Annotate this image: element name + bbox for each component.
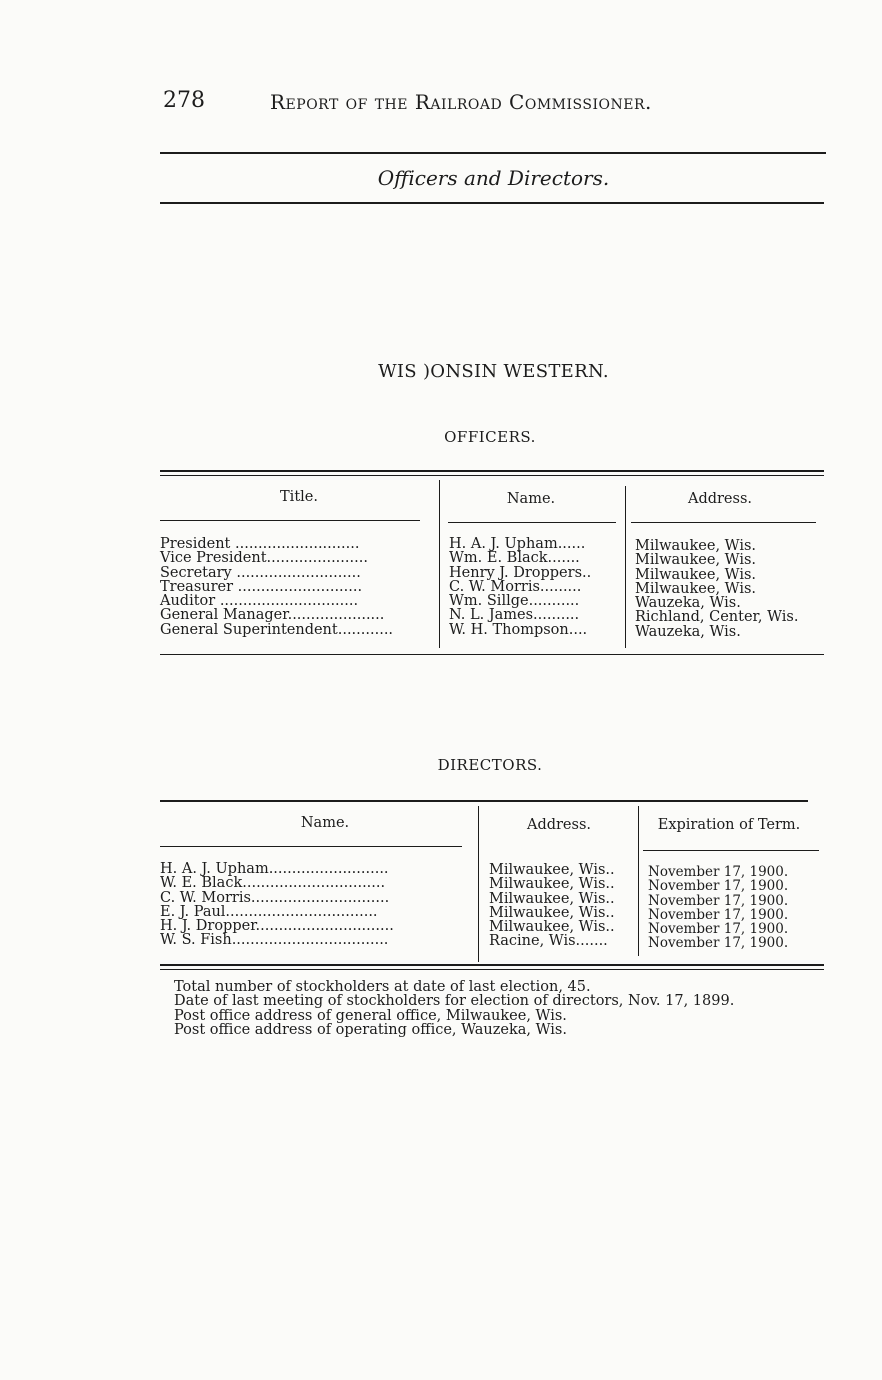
directors-heading: DIRECTORS.: [437, 756, 543, 774]
officers-col-address: Address.: [687, 491, 753, 507]
officers-bottom-rule: [160, 654, 824, 655]
directors-col-name: Name.: [300, 815, 350, 831]
table-row: W. H. Thompson....: [449, 621, 588, 638]
table-row: Racine, Wis.......: [489, 933, 608, 950]
officers-col-title: Title.: [280, 489, 318, 505]
footer-line: Post office address of general office, Milwaukee, Wis.: [174, 1007, 567, 1024]
company-name: WIS )ONSIN WESTERN.: [378, 361, 609, 382]
table-row: W. S. Fish..................................: [160, 932, 389, 949]
directors-col-address: Address.: [526, 817, 592, 833]
directors-address-column: [489, 863, 615, 949]
table-row: Wauzeka, Wis.: [635, 623, 741, 640]
directors-head-underline-1: [160, 846, 462, 847]
footer-line: Total number of stockholders at date of last election, 45.: [174, 979, 591, 995]
table-row: President ...........................: [160, 536, 360, 552]
table-row: Milwaukee, Wis.: [635, 538, 757, 554]
table-row: Milwaukee, Wis..: [489, 890, 615, 907]
table-row: Milwaukee, Wis.: [635, 552, 757, 569]
table-row: Auditor ..............................: [160, 593, 359, 610]
directors-bottom-rule-2: [160, 969, 824, 970]
table-row: Milwaukee, Wis..: [489, 876, 615, 893]
table-row: Secretary ...........................: [160, 564, 361, 581]
section-title: Officers and Directors.: [377, 166, 610, 190]
table-row: November 17, 1900.: [648, 935, 789, 952]
table-row: November 17, 1900.: [648, 864, 789, 880]
table-row: November 17, 1900.: [648, 906, 789, 923]
officers-name-column: [449, 537, 591, 637]
table-row: Milwaukee, Wis..: [489, 862, 615, 878]
table-row: General Manager.....................: [160, 607, 385, 624]
table-row: Henry J. Droppers..: [449, 564, 592, 581]
running-head: Report of the Railroad Commissioner.: [270, 90, 652, 114]
table-row: Milwaukee, Wis..: [489, 919, 615, 936]
table-row: Milwaukee, Wis..: [489, 904, 615, 921]
officers-heading: OFFICERS.: [444, 428, 536, 446]
table-row: Wm. Sillge...........: [449, 593, 580, 610]
footer-line: Date of last meeting of stockholders for election of directors, Nov. 17, 1899.: [174, 993, 735, 1010]
header-rule-bottom: [160, 202, 824, 204]
directors-head-underline-2: [643, 850, 819, 851]
table-row: Vice President......................: [160, 550, 368, 567]
footer-statements: [174, 980, 734, 1037]
table-row: C. W. Morris..............................: [160, 889, 390, 906]
officers-head-underline-3: [631, 522, 816, 523]
table-row: Milwaukee, Wis.: [635, 580, 757, 597]
table-row: Milwaukee, Wis.: [635, 566, 757, 583]
table-row: November 17, 1900.: [648, 921, 789, 938]
officers-top-rule-2: [160, 475, 824, 476]
table-row: Treasurer ...........................: [160, 578, 363, 595]
header-rule-top: [160, 152, 826, 154]
directors-term-column: [648, 865, 788, 951]
officers-head-underline-2: [448, 522, 616, 523]
directors-name-column: [160, 862, 394, 948]
officers-head-underline-1: [160, 520, 420, 521]
officers-top-rule: [160, 470, 824, 472]
directors-top-rule: [160, 800, 808, 802]
table-row: Richland, Center, Wis.: [635, 609, 799, 626]
table-row: Wm. E. Black.......: [449, 550, 580, 567]
table-row: H. A. J. Upham......: [449, 536, 586, 552]
officers-col-divider-1: [439, 480, 440, 648]
table-row: E. J. Paul.................................: [160, 903, 378, 920]
table-row: H. J. Dropper..............................: [160, 918, 394, 935]
directors-col-term: Expiration of Term.: [657, 817, 801, 833]
table-row: November 17, 1900.: [648, 878, 789, 895]
officers-address-column: [635, 539, 798, 639]
table-row: November 17, 1900.: [648, 892, 789, 909]
page-number: 278: [163, 88, 205, 113]
table-row: N. L. James..........: [449, 607, 580, 624]
directors-col-divider-2: [638, 806, 639, 956]
officers-col-divider-2: [625, 486, 626, 648]
directors-bottom-rule: [160, 964, 824, 966]
table-row: Wauzeka, Wis.: [635, 595, 741, 612]
table-row: General Superintendent............: [160, 621, 394, 638]
table-row: H. A. J. Upham..........................: [160, 861, 389, 877]
table-row: C. W. Morris.........: [449, 578, 582, 595]
officers-title-column: [160, 537, 393, 637]
table-row: W. E. Black...............................: [160, 875, 386, 892]
footer-line: Post office address of operating office, Wauzeka, Wis.: [174, 1021, 567, 1038]
officers-col-name: Name.: [506, 491, 556, 507]
